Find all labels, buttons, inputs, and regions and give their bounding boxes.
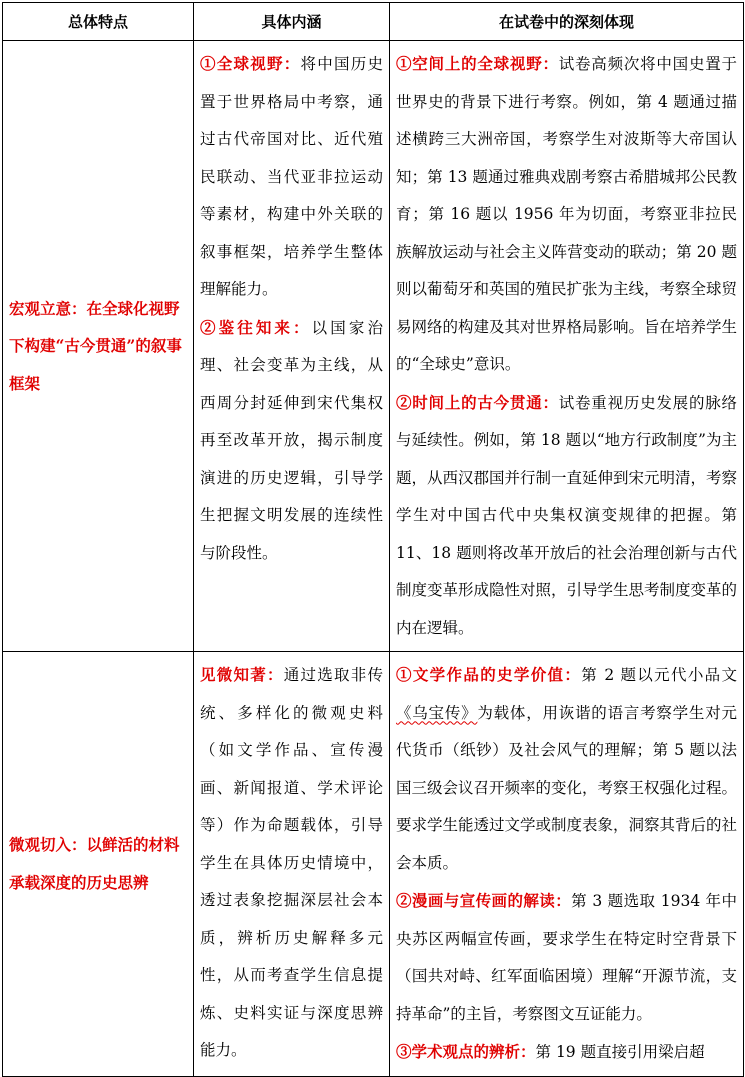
paragraph-heading: ①全球视野： <box>200 54 301 73</box>
embodiment-cell <box>390 41 744 652</box>
paragraph-body: 第 2 题以元代小品文 <box>581 666 737 684</box>
table-row <box>3 41 744 652</box>
paragraph-body: 第 3 题选取 1934 年中央苏区两幅宣传画，要求学生在特定时空背景下（国共对峙、红军面临困境）理解“开源节流，支持革命”的主旨，考察图文互证能力。 <box>396 892 737 1023</box>
paragraph-heading: ①文学作品的史学价值： <box>396 665 582 684</box>
paragraph-heading: ②鉴往知来： <box>200 317 312 337</box>
paragraph-body: 为载体，用诙谐的语言考察学生对元代货币（纸钞）及社会风气的理解；第 5 题以法国三级会议召开频率的变化，考察王权强化过程。要求学生能透过文学或制度表象，洞察其背后的社会本质。 <box>396 703 738 872</box>
connotation-paragraph <box>200 656 383 1070</box>
feature-cell: 宏观立意：在全球化视野下构建“古今贯通”的叙事框架 <box>3 41 194 652</box>
paragraph-heading: ③学术观点的辨析： <box>396 1042 536 1061</box>
table-row <box>3 652 744 1077</box>
connotation-paragraph <box>200 45 383 309</box>
header-cell-embodiment: 在试卷中的深刻体现 <box>390 3 744 41</box>
paragraph-body: 第 19 题直接引用梁启超 <box>535 1043 705 1061</box>
paragraph-body: 通过选取非传统、多样化的微观史料（如文学作品、宣传漫画、新闻报道、学术评论等）作为命题载体，引导学生在具体历史情境中，透过表象挖掘深层社会本质，辨析历史解释多元性，从而考查学生信息提炼、史料实证与深度思辨能力。 <box>200 666 383 1059</box>
embodiment-paragraph <box>396 656 737 882</box>
embodiment-paragraph <box>396 1033 737 1072</box>
paragraph-body: 试卷重视历史发展的脉络与延续性。例如，第 18 题以“地方行政制度”为主题，从西汉郡国并行制一直延伸到宋元明清，考察学生对中国古代中央集权演变规律的把握。第 11、18 题则将改革开放后的社会治理创新与古代制度变革形成隐性对照，引导学生思考制度变革的内在逻辑。 <box>396 393 738 637</box>
feature-cell: 微观切入：以鲜活的材料承载深度的历史思辨 <box>3 652 194 1077</box>
paragraph-heading: ②漫画与宣传画的解读： <box>396 891 572 910</box>
connotation-cell <box>194 652 390 1077</box>
paragraph-heading: ②时间上的古今贯通： <box>396 392 559 412</box>
header-row <box>3 3 744 41</box>
embodiment-paragraph <box>396 882 737 1033</box>
paragraph-body: 以国家治理、社会变革为主线，从西周分封延伸到宋代集权再至改革开放，揭示制度演进的历史逻辑，引导学生把握文明发展的连续性与阶段性。 <box>200 318 383 562</box>
header-cell-feature: 总体特点 <box>3 3 194 41</box>
embodiment-paragraph <box>396 384 737 648</box>
spellcheck-underlined-text: 《乌宝传》 <box>396 703 478 722</box>
header-cell-connotation: 具体内涵 <box>194 3 390 41</box>
paragraph-body: 将中国历史置于世界格局中考察，通过古代帝国对比、近代殖民联动、当代亚非拉运动等素材，构建中外关联的叙事框架，培养学生整体理解能力。 <box>200 55 383 298</box>
content-table <box>2 2 744 1077</box>
connotation-cell <box>194 41 390 652</box>
paragraph-heading: 见微知著： <box>200 665 284 684</box>
paragraph-body: 试卷高频次将中国史置于世界史的背景下进行考察。例如，第 4 题通过描述横跨三大洲帝国，考察学生对波斯等大帝国认知；第 13 题通过雅典戏剧考察古希腊城邦公民教育；第 16 题以 1956 年为切面，考察亚非拉民族解放运动与社会主义阵营变动的联动；第 20 题则以葡萄牙和英国的殖民扩张为主线，考察全球贸易网络的构建及其对世界格局影响。旨在培养学生的“全球史”意识。 <box>396 55 738 373</box>
paragraph-heading: ①空间上的全球视野： <box>396 54 559 73</box>
connotation-paragraph <box>200 309 383 573</box>
embodiment-cell <box>390 652 744 1077</box>
embodiment-paragraph <box>396 45 737 384</box>
